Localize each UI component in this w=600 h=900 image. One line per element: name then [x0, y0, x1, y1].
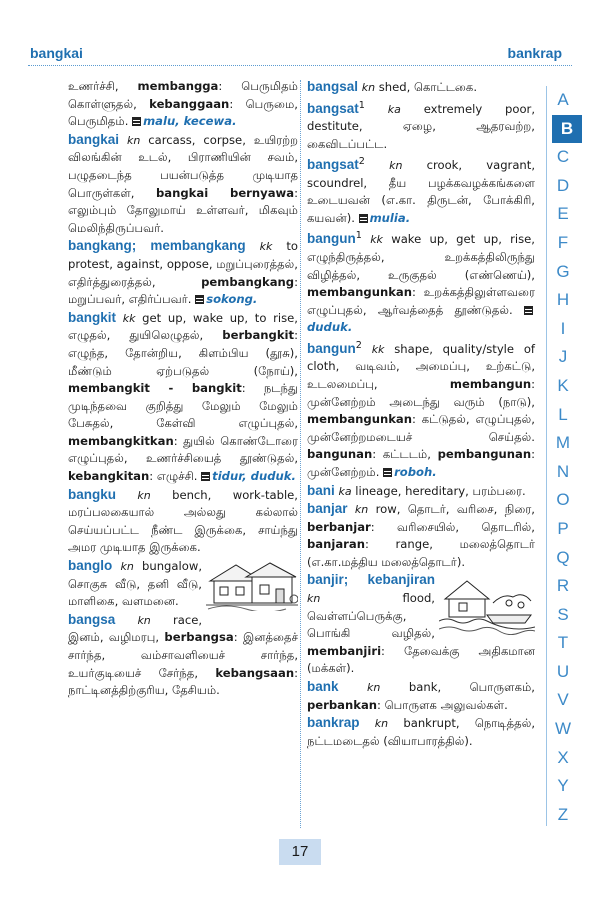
headword: bangkit [68, 309, 117, 325]
column-divider [300, 80, 301, 828]
cross-reference: tidur, duduk. [212, 469, 296, 484]
antonym-icon [195, 295, 204, 304]
headword: bangkang; membangkang [68, 238, 246, 254]
alphabet-thumb-index [548, 86, 578, 829]
antonym-icon [383, 468, 392, 477]
flood-illustration [439, 573, 535, 635]
headword: bani [307, 482, 335, 498]
headword: bangun [307, 340, 356, 356]
page-number: 17 [279, 839, 321, 865]
thumb-index-letter-g[interactable]: G [556, 261, 570, 281]
entry-bangsat-2: bangsat$^2$ kn crook, vagrant, scoundrel, தீய பழக்கவழக்கங்களை உடையவன் (எ.கா. திருடன், போக்கிரி, கயவன்). mulia. [307, 156, 536, 225]
headword: bangsal [307, 79, 359, 94]
entry-bangkit: bangkit kk get up, wake up, to rise, எழுதல், துயிலெழுதல், berbangkit: எழுந்த, தோன்றிய, கிளம்பிய (தூசு), மீண்டும் ஏற்படுதல் (நோய்), membangkit - bangkit: நடந்து முடிந்தவை குறித்து மேலும் மேலும் பேசுதல், கேள்வி எழுப்புதல், membangkitkan: துயில் கொண்டோரை எழுப்புதல், உணர்ச்சியைத் தூண்டுதல், kebangkitan: எழுச்சி. tidur, duduk. [68, 309, 298, 484]
thumb-index-letter-i[interactable]: I [560, 318, 566, 338]
thumb-index-letter-s[interactable]: S [557, 604, 569, 624]
thumb-index-letter-h[interactable]: H [556, 290, 570, 310]
thumb-index-letter-r[interactable]: R [556, 576, 570, 596]
thumb-index-letter-l[interactable]: L [558, 404, 568, 424]
headword: banjir; kebanjiran [307, 572, 435, 588]
guide-word-left: bangkai [30, 45, 83, 61]
cross-reference: malu, kecewa. [143, 114, 237, 129]
headword: bangsat [307, 100, 359, 116]
thumb-index-letter-w[interactable]: W [554, 719, 572, 739]
entry-banglo: banglo kn bungalow, சொகுசு வீடு, தனி வீடு, மாளிகை, வளமனை. [68, 557, 298, 611]
thumb-index-letter-x[interactable]: X [557, 747, 569, 767]
entry-bangku: bangku kn bench, work-table, மரப்பலகையால் அல்லது கல்லால் செய்யப்பட்ட நீண்ட இருக்கை, சாய்ந்து அமர முடியாத இருக்கை. [68, 486, 298, 555]
thumb-index-letter-u[interactable]: U [556, 661, 570, 681]
headword: banglo [68, 558, 113, 574]
headword: bangsat [307, 157, 359, 173]
headword: bangku [68, 486, 117, 502]
headword: bank [307, 679, 339, 695]
headword: banjar [307, 501, 348, 517]
entry-bangkang: bangkang; membangkang kk to protest, against, oppose, மறுப்புரைத்தல், எதிர்த்துரைத்தல், pembangkang: மறுப்பவர், எதிர்ப்பவர். sokong. [68, 238, 299, 307]
entry-bangun-2: bangun$^2$ kk shape, quality/style of cloth, வடிவம், அமைப்பு, உற்கட்டு, உடலமைப்பு, membangun: முன்னேற்றம் அடைந்து வரும் (நாடு), membangunkan: கட்டுதல், எழுப்புதல், முன்னேற்றமடையச் செய்தல். bangunan: கட்டடம், pembangunan: முன்னேற்றம். roboh. [307, 339, 535, 479]
entry-bangsal: bangsal kn shed, கொட்டகை. [307, 79, 478, 94]
entry-bangsa: bangsa kn race, இனம், வழிமரபு, berbangsa: இனத்தைச் சார்ந்த, வம்சாவளியைச் சார்ந்த, உயர்குடியைச் சேர்ந்த, kebangsaan: நாட்டினத்திற்குரிய, தேசியம். [68, 611, 298, 698]
entry-bankrap: bankrap kn bankrupt, நொடித்தல், நட்டமடைதல் (வியாபாரத்தில்). [307, 715, 536, 748]
antonym-icon [524, 306, 533, 315]
thumb-index-letter-o[interactable]: O [556, 490, 570, 510]
thumb-index-line [546, 86, 547, 826]
cross-reference: roboh. [394, 464, 437, 479]
entry-bangun-1: bangun$^1$ kk wake up, get up, rise, எழுந்திருத்தல், உறக்கத்திலிருந்து விழித்தல், உருகுதல் (எண்ணெய்), membangunkan: உறக்கத்திலுள்ளவரை எழுப்புதல், ஆர்வத்தைத் தூண்டுதல். duduk. [307, 230, 535, 335]
headword: bankrap [307, 715, 360, 731]
thumb-index-letter-n[interactable]: N [556, 461, 570, 481]
guide-word-right: bankrap [507, 45, 562, 61]
entry-banjar: banjar kn row, தொடர், வரிசை, நிரை, berbanjar: வரிசையில், தொடரில், banjaran: range, மலைத்தொடர் (எ.கா.மத்திய மலைத்தொடர்). [307, 501, 535, 569]
cross-reference: duduk. [307, 320, 353, 335]
thumb-index-letter-t[interactable]: T [557, 633, 569, 653]
running-header [0, 0, 600, 62]
thumb-index-letter-z[interactable]: Z [557, 804, 569, 824]
column-left [68, 78, 298, 700]
antonym-icon [132, 117, 141, 126]
bungalow-illustration [206, 559, 298, 611]
antonym-icon [201, 472, 210, 481]
thumb-index-letter-e[interactable]: E [557, 204, 569, 224]
thumb-index-letter-m[interactable]: M [555, 433, 571, 453]
thumb-index-letter-p[interactable]: P [557, 518, 569, 538]
thumb-index-letter-q[interactable]: Q [556, 547, 570, 567]
thumb-index-letter-y[interactable]: Y [557, 776, 569, 796]
thumb-index-letter-j[interactable]: J [558, 347, 568, 367]
thumb-index-letter-b[interactable]: B [552, 115, 582, 144]
headword: bangsa [68, 611, 116, 627]
thumb-index-letter-a[interactable]: A [557, 90, 569, 109]
headword: bangun [307, 231, 356, 247]
thumb-index-letter-v[interactable]: V [557, 690, 569, 710]
headword: bangkai [68, 131, 120, 147]
entry-bank: bank kn bank, பொருளகம், perbankan: பொருளக அலுவல்கள். [307, 679, 535, 712]
cross-reference: sokong. [206, 292, 258, 307]
entry-banjir: banjir; kebanjiran kn flood, வெள்ளப்பெருக்கு, பொங்கி வழிதல், membanjiri: தேவைக்கு அதிகமான (மக்கள்). [307, 572, 535, 676]
thumb-index-letter-d[interactable]: D [556, 175, 570, 195]
thumb-index-letter-c[interactable]: C [556, 147, 570, 167]
entry-continuation: உணர்ச்சி, membangga: பெருமிதம் கொள்ளுதல், kebanggaan: பெருமை, பெருமிதம். malu, kecewa. [68, 79, 298, 129]
entry-bangkai: bangkai kn carcass, corpse, உயிரற்ற விலங்கின் உடல், பிராணியின் சவம், பழுதடைந்த பயன்படுத்த முடியாத பொருள்கள், bangkai bernyawa: எலும்பும் தோலுமாய் உள்ளவர், மிகவும் மெலிந்திருப்பவர். [68, 131, 299, 235]
header-rule [28, 65, 572, 66]
thumb-index-letter-f[interactable]: F [557, 232, 569, 252]
column-right [307, 78, 535, 750]
entry-bangsat-1: bangsat$^1$ ka extremely poor, destitute, ஏழை, ஆதரவற்ற, கைவிடப்பட்ட. [307, 99, 536, 151]
thumb-index-letter-k[interactable]: K [557, 375, 569, 395]
entry-bani: bani ka lineage, hereditary, பரம்பரை. [307, 482, 526, 498]
antonym-icon [359, 214, 368, 223]
cross-reference: mulia. [369, 210, 411, 225]
